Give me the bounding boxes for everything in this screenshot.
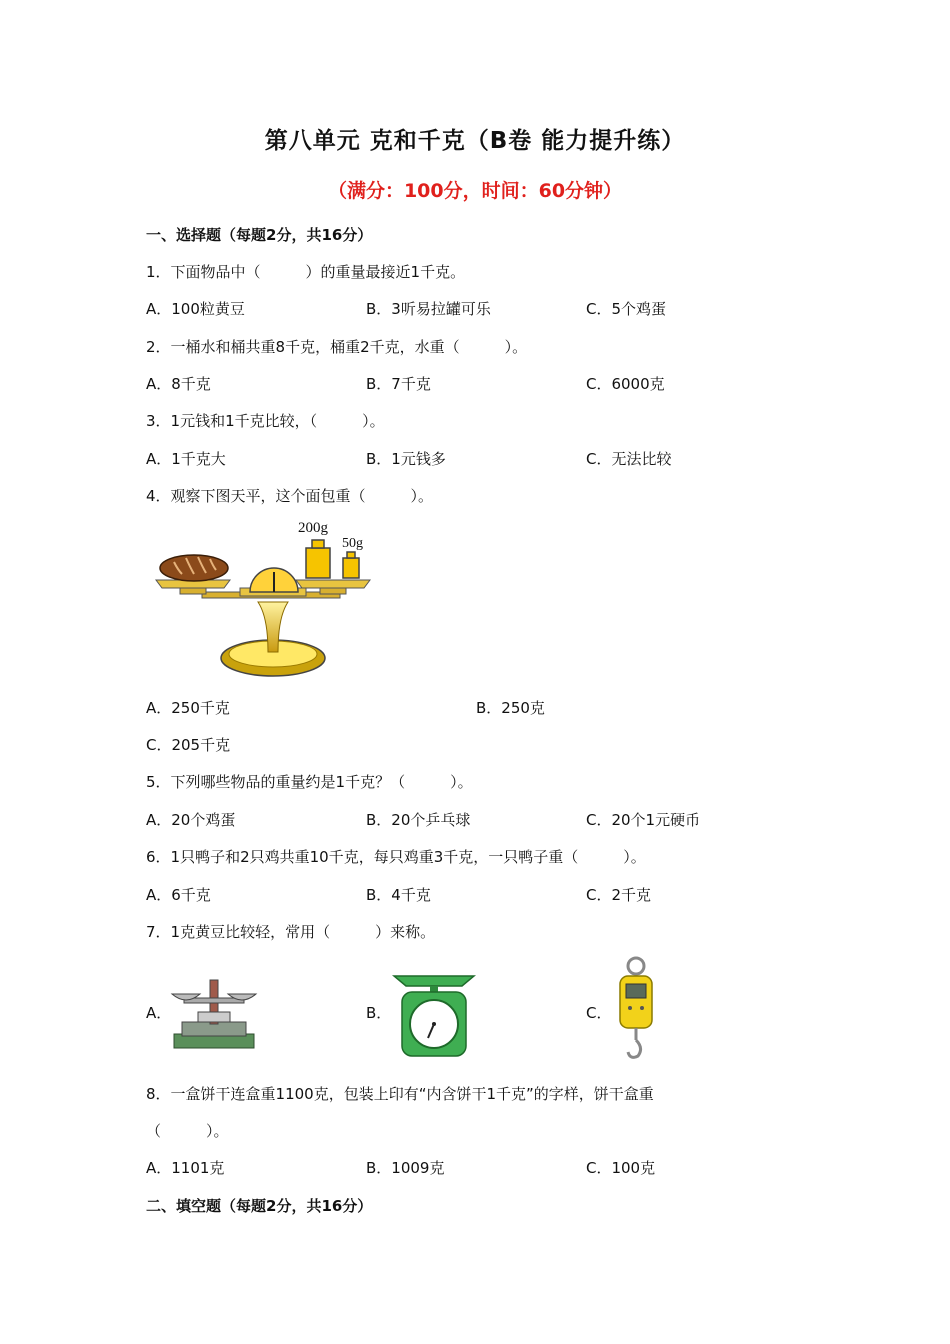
q5-option-c[interactable]: C．20个1元硬币 <box>586 811 701 829</box>
q2-option-a[interactable]: A．8千克 <box>146 375 211 393</box>
q1-option-a[interactable]: A．100粒黄豆 <box>146 300 245 318</box>
q3-option-a[interactable]: A．1千克大 <box>146 450 226 468</box>
platform-scale-icon <box>392 972 476 1058</box>
q7-option-c[interactable]: C． <box>586 1004 612 1022</box>
q2-option-c[interactable]: C．6000克 <box>586 375 665 393</box>
q7-option-b[interactable]: B． <box>366 1004 392 1022</box>
section-heading-choice: 一、选择题（每题2分，共16分） <box>146 226 373 244</box>
q4-option-c[interactable]: C．205千克 <box>146 736 231 754</box>
q3-option-c[interactable]: C．无法比较 <box>586 450 672 468</box>
balance-scale-figure <box>150 512 380 682</box>
q8-option-c[interactable]: C．100克 <box>586 1159 656 1177</box>
question-1: 1．下面物品中（ ）的重量最接近1千克。 <box>146 263 466 281</box>
q8-option-b[interactable]: B．1009克 <box>366 1159 445 1177</box>
weight-50g-icon <box>343 552 359 578</box>
question-3: 3．1元钱和1千克比较，（ ）。 <box>146 412 385 430</box>
question-4: 4．观察下图天平，这个面包重（ ）。 <box>146 487 434 505</box>
question-7: 7．1克黄豆比较轻，常用（ ）来称。 <box>146 923 436 941</box>
q7-option-a[interactable]: A． <box>146 1004 172 1022</box>
q6-option-b[interactable]: B．4千克 <box>366 886 431 904</box>
weight-label-200g: 200g <box>298 520 328 536</box>
q5-option-b[interactable]: B．20个乒乓球 <box>366 811 471 829</box>
q4-option-a[interactable]: A．250千克 <box>146 699 230 717</box>
page-title: 第八单元 克和千克（B卷 能力提升练） <box>264 128 686 154</box>
page-subtitle: （满分：100分，时间：60分钟） <box>327 180 623 202</box>
q4-option-b[interactable]: B．250克 <box>476 699 545 717</box>
q1-option-c[interactable]: C．5个鸡蛋 <box>586 300 667 318</box>
weight-200g-icon <box>306 540 330 578</box>
pan-balance-icon <box>168 972 260 1052</box>
q5-option-a[interactable]: A．20个鸡蛋 <box>146 811 236 829</box>
q8-option-a[interactable]: A．1101克 <box>146 1159 225 1177</box>
bread-icon <box>160 555 228 581</box>
question-5: 5．下列哪些物品的重量约是1千克？（ ）。 <box>146 773 473 791</box>
q3-option-b[interactable]: B．1元钱多 <box>366 450 446 468</box>
weight-label-50g: 50g <box>342 536 363 551</box>
question-8-continued: （ ）。 <box>146 1122 229 1140</box>
section-heading-fill-blank: 二、填空题（每题2分，共16分） <box>146 1197 373 1215</box>
q1-option-b[interactable]: B．3听易拉罐可乐 <box>366 300 491 318</box>
question-2: 2．一桶水和桶共重8千克，桶重2千克，水重（ ）。 <box>146 338 528 356</box>
q2-option-b[interactable]: B．7千克 <box>366 375 431 393</box>
question-6: 6．1只鸭子和2只鸡共重10千克，每只鸡重3千克，一只鸭子重（ ）。 <box>146 848 646 866</box>
q6-option-c[interactable]: C．2千克 <box>586 886 652 904</box>
spring-scale-icon <box>614 956 658 1066</box>
question-8: 8．一盒饼干连盒重1100克，包装上印有“内含饼干1千克”的字样，饼干盒重 <box>146 1085 654 1103</box>
q6-option-a[interactable]: A．6千克 <box>146 886 211 904</box>
